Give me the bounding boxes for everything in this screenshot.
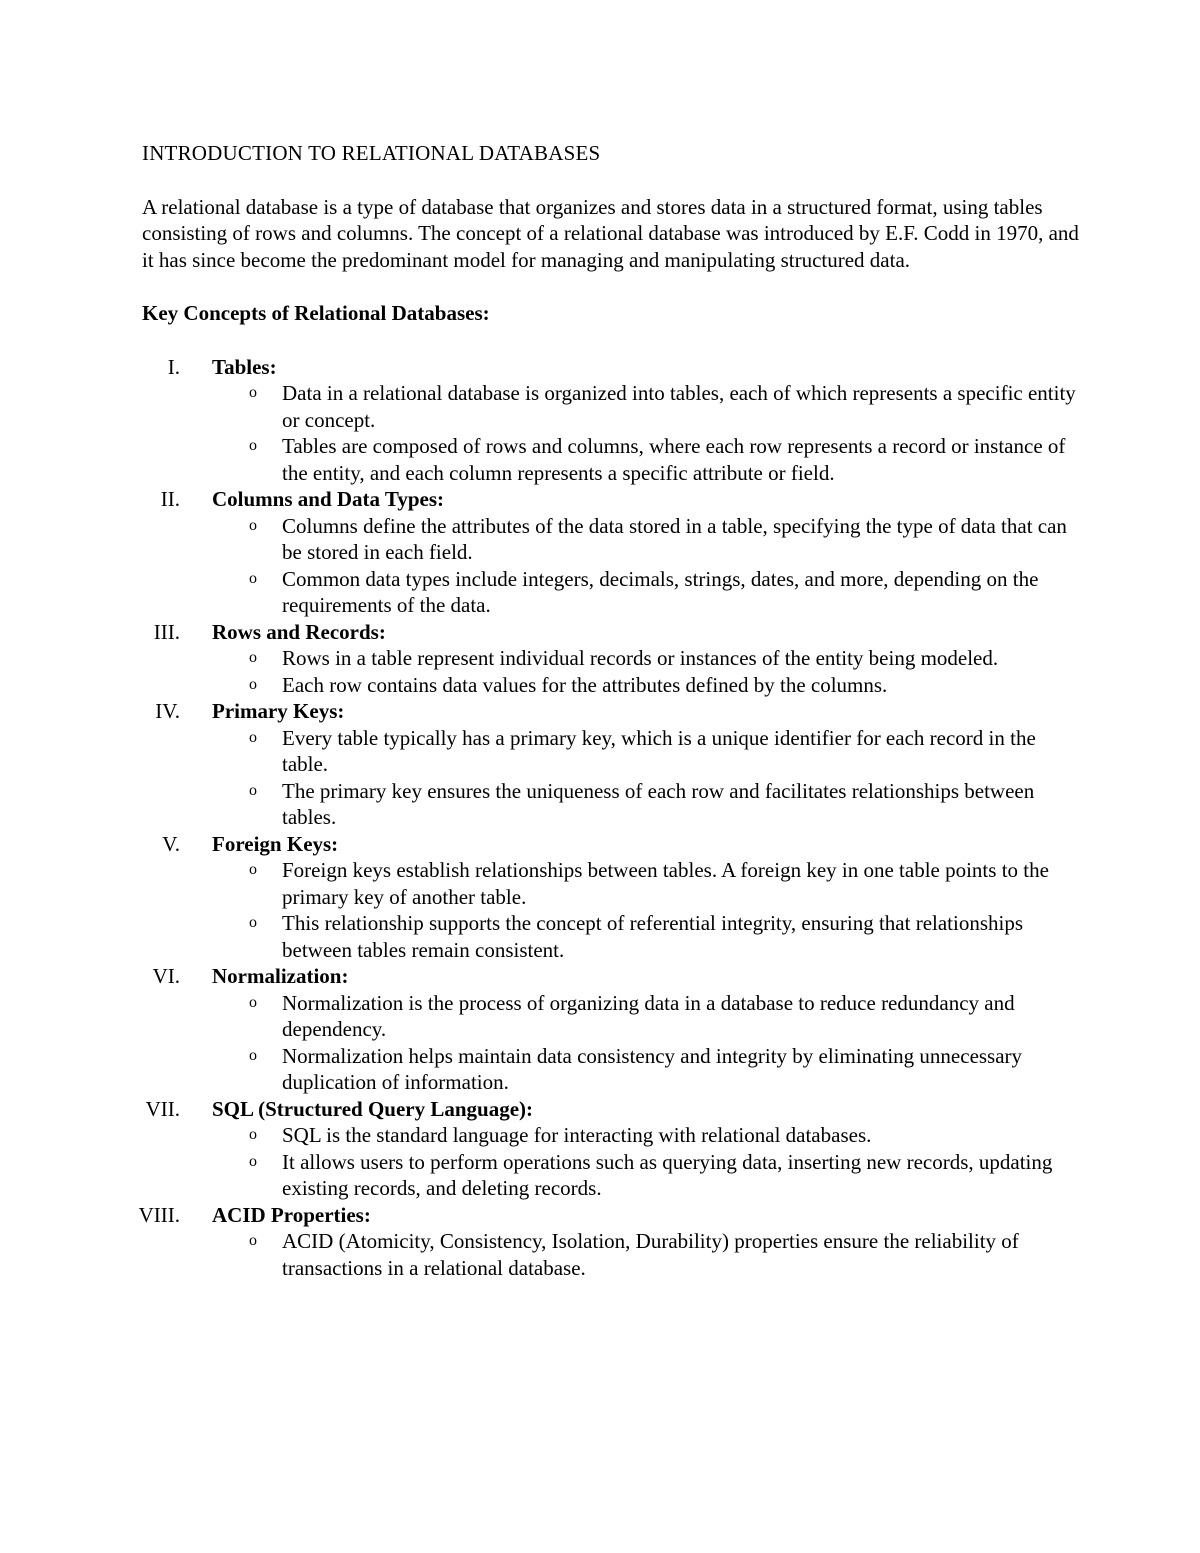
bullet-marker-icon: o — [249, 1046, 257, 1064]
section-bullet-list — [212, 1122, 1082, 1202]
bullet-text: Columns define the attributes of the data stored in a table, specifying the type of data that can be stored in each field. — [282, 513, 1067, 564]
bullet-marker-icon: o — [249, 728, 257, 746]
list-item — [212, 990, 1082, 1043]
list-item — [212, 1043, 1082, 1096]
section-numeral: II. — [160, 487, 180, 511]
section-title: Foreign Keys: — [212, 831, 339, 856]
section-title: Rows and Records: — [212, 619, 386, 644]
list-item — [212, 1228, 1082, 1281]
bullet-text: Foreign keys establish relationships between tables. A foreign key in one table points to the primary key of another table. — [282, 858, 1049, 909]
bullet-text: Data in a relational database is organized into tables, each of which represents a specific entity or concept. — [282, 381, 1076, 432]
bullet-marker-icon: o — [249, 1232, 257, 1249]
concept-section — [142, 486, 1082, 619]
bullet-text: Rows in a table represent individual records or instances of the entity being modeled. — [282, 646, 999, 670]
concept-sections-list — [138, 354, 1082, 1282]
section-numeral: VII. — [145, 1096, 180, 1121]
section-bullet-list — [212, 380, 1082, 486]
bullet-marker-icon: o — [249, 993, 257, 1011]
section-title: Tables: — [212, 354, 277, 379]
section-numeral: IV. — [155, 699, 180, 723]
concept-section — [142, 698, 1082, 831]
bullet-text: Normalization is the process of organizing data in a database to reduce redundancy and dependency. — [282, 990, 1015, 1041]
section-bullet-list — [212, 513, 1082, 619]
list-item — [212, 380, 1082, 433]
bullet-text: This relationship supports the concept of referential integrity, ensuring that relationships between tables remain consistent. — [282, 911, 1024, 962]
concept-section — [138, 1202, 1082, 1282]
section-title: Columns and Data Types: — [212, 487, 445, 511]
section-title: ACID Properties: — [212, 1202, 371, 1227]
section-bullet-list — [212, 725, 1082, 831]
key-concepts-heading: Key Concepts of Relational Databases: — [142, 301, 490, 325]
bullet-text: It allows users to perform operations such as querying data, inserting new records, updating existing records, and deleting records. — [282, 1149, 1053, 1200]
section-numeral: III. — [153, 619, 180, 644]
bullet-marker-icon: o — [249, 649, 257, 666]
section-numeral: VI. — [152, 964, 180, 988]
bullet-text: Common data types include integers, decimals, strings, dates, and more, depending on the requirements of the data. — [282, 566, 1039, 617]
document-title: INTRODUCTION TO RELATIONAL DATABASES — [142, 141, 601, 165]
section-numeral: VIII. — [138, 1202, 180, 1227]
bullet-text: Every table typically has a primary key, which is a unique identifier for each record in the table. — [282, 725, 1036, 776]
bullet-marker-icon: o — [249, 675, 257, 693]
concept-section — [142, 963, 1082, 1096]
bullet-marker-icon: o — [249, 914, 257, 931]
section-title: Primary Keys: — [212, 699, 345, 723]
list-item — [212, 1122, 1082, 1149]
section-bullet-list — [212, 645, 1082, 698]
list-item — [212, 857, 1082, 910]
bullet-marker-icon: o — [249, 437, 257, 454]
section-bullet-list — [212, 1228, 1082, 1281]
list-item — [212, 778, 1082, 831]
list-item — [212, 433, 1082, 486]
bullet-marker-icon: o — [249, 781, 257, 799]
bullet-text: Tables are composed of rows and columns, where each row represents a record or instance of the entity, and each column represents a specific attribute or field. — [282, 434, 1066, 485]
bullet-marker-icon: o — [249, 516, 257, 534]
bullet-text: The primary key ensures the uniqueness of each row and facilitates relationships between tables. — [282, 778, 1035, 829]
list-item — [212, 513, 1082, 566]
bullet-marker-icon: o — [249, 861, 257, 878]
concept-section — [142, 619, 1082, 699]
concept-section — [142, 831, 1082, 964]
list-item — [212, 566, 1082, 619]
concept-section — [142, 354, 1082, 487]
bullet-text: Each row contains data values for the attributes defined by the columns. — [282, 672, 888, 697]
list-item — [212, 725, 1082, 778]
bullet-text: SQL is the standard language for interacting with relational databases. — [282, 1123, 872, 1147]
bullet-marker-icon: o — [249, 569, 257, 587]
section-bullet-list — [212, 857, 1082, 963]
intro-paragraph: A relational database is a type of database that organizes and stores data in a structured format, using tables consisting of rows and columns. The concept of a relational database was introduced by E.F. Codd in 1970, and it has since become the predominant model for managing and manipulating structured data. — [142, 194, 1079, 272]
section-bullet-list — [212, 990, 1082, 1096]
concept-section — [142, 1096, 1082, 1202]
bullet-text: ACID (Atomicity, Consistency, Isolation, Durability) properties ensure the reliability of transactions in a relational database. — [282, 1229, 1019, 1280]
bullet-marker-icon: o — [249, 1126, 257, 1143]
section-numeral: V. — [162, 831, 180, 856]
section-numeral: I. — [167, 354, 180, 379]
document-body — [138, 140, 1082, 1281]
list-item — [212, 645, 1082, 672]
bullet-marker-icon: o — [249, 1152, 257, 1170]
section-title: SQL (Structured Query Language): — [212, 1096, 534, 1121]
bullet-text: Normalization helps maintain data consistency and integrity by eliminating unnecessary duplication of information. — [282, 1043, 1023, 1094]
section-title: Normalization: — [212, 964, 349, 988]
list-item — [212, 910, 1082, 963]
list-item — [212, 1149, 1082, 1202]
list-item — [212, 672, 1082, 699]
bullet-marker-icon: o — [249, 384, 257, 401]
